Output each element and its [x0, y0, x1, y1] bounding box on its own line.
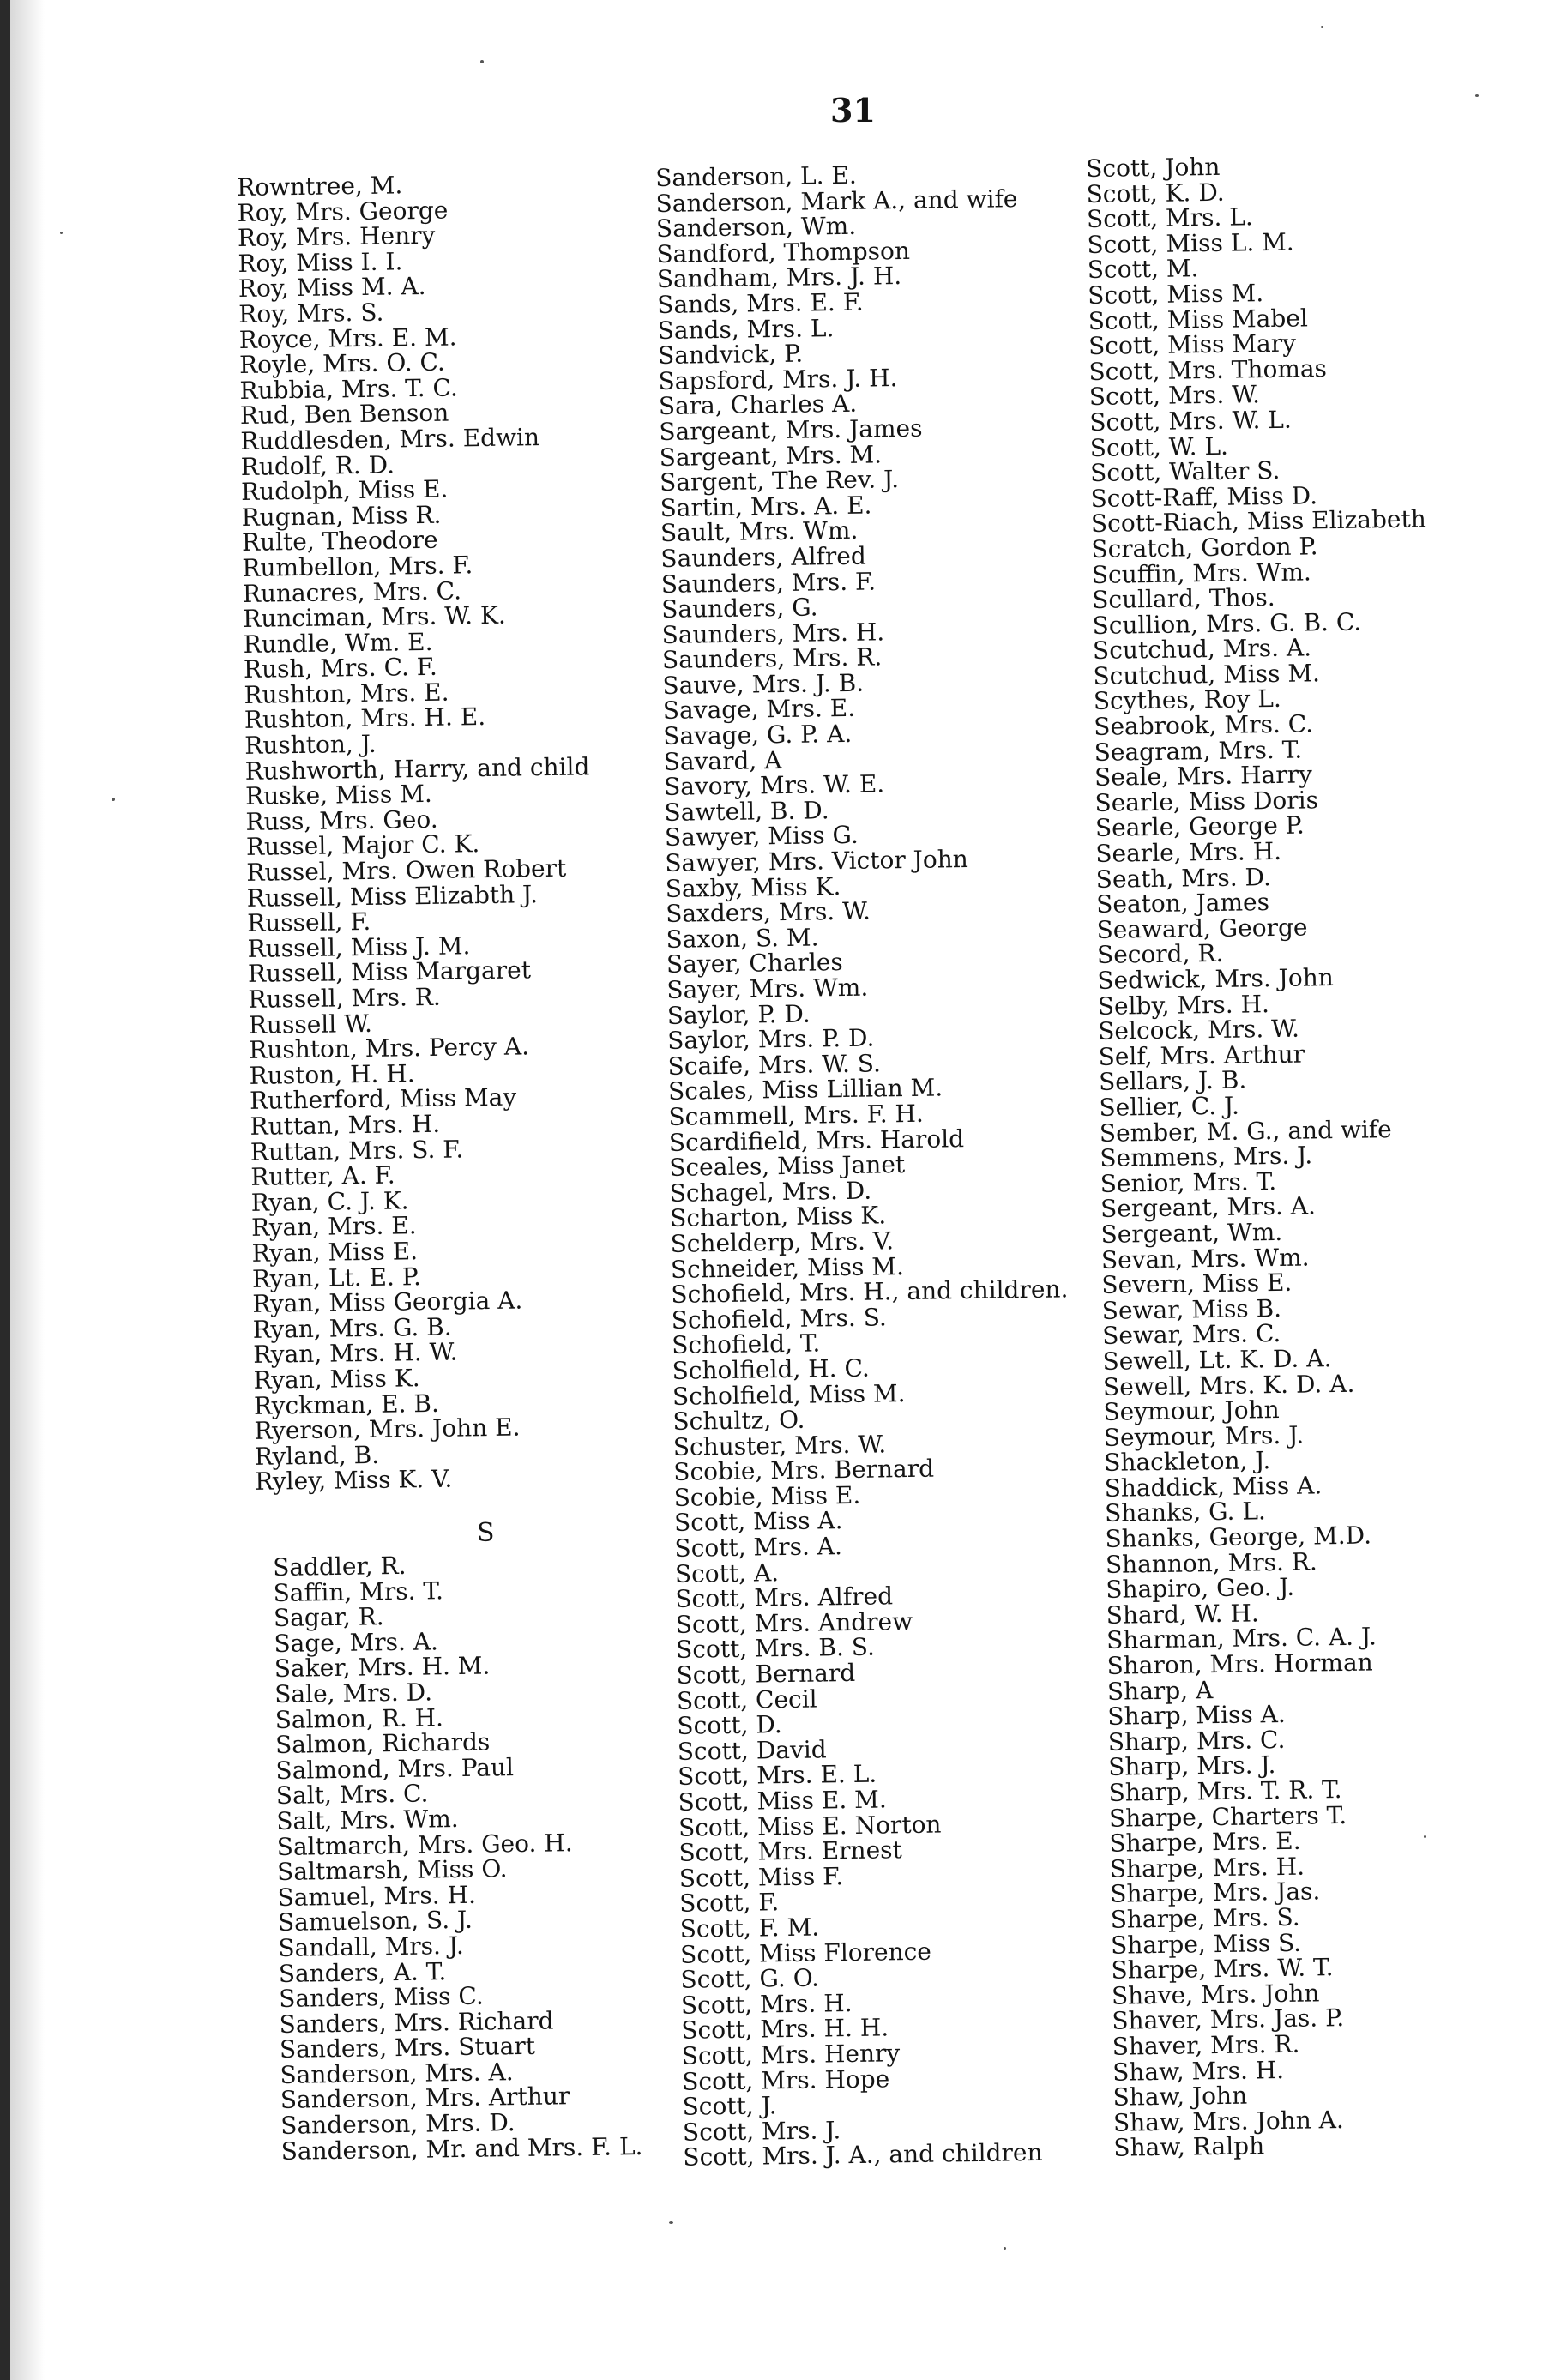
directory-entry: Russell, Miss Margaret [247, 955, 532, 989]
directory-entry: Scott-Raff, Miss D. [1090, 480, 1318, 513]
directory-entry: Sargeant, Mrs. M. [659, 439, 883, 472]
directory-entry: Salmond, Mrs. Paul [275, 1752, 515, 1785]
directory-entry: Salt, Mrs. Wm. [276, 1804, 459, 1835]
directory-entry: Semmens, Mrs. J. [1100, 1141, 1313, 1173]
directory-entry: Sawtell, B. D. [664, 796, 829, 827]
directory-entry: Savage, Mrs. E. [662, 694, 856, 726]
directory-entry: Shanks, George, M.D. [1105, 1521, 1372, 1553]
page-binding-edge [0, 0, 10, 2380]
directory-entry: Ryley, Miss K. V. [255, 1464, 453, 1497]
directory-entry: Scott, Mrs. H. [680, 1988, 853, 2020]
directory-entry: Roy, Mrs. George [237, 196, 449, 227]
directory-entry: Sara, Charles A. [658, 389, 858, 421]
directory-entry: Sharpe, Charters T. [1108, 1800, 1347, 1833]
directory-entry: Sharon, Mrs. Horman [1106, 1648, 1373, 1680]
directory-entry: Scammell, Mrs. F. H. [668, 1099, 925, 1131]
directory-entry: Scott, Mrs. L. [1086, 202, 1253, 234]
directory-entry: Rudolph, Miss E. [240, 474, 449, 507]
directory-entry: Ryerson, Mrs. John E. [254, 1413, 521, 1445]
directory-entry: Sands, Mrs. E. F. [657, 287, 864, 319]
directory-entry: Searle, Mrs. H. [1095, 836, 1282, 868]
directory-entry: Runacres, Mrs. C. [242, 575, 462, 608]
directory-entry: Salmon, R. H. [274, 1702, 444, 1734]
directory-entry: Scott, W. L. [1089, 431, 1229, 462]
scan-speck [112, 798, 115, 801]
directory-entry: Sandham, Mrs. J. H. [656, 262, 902, 294]
directory-entry: Scott, K. D. [1086, 178, 1225, 208]
directory-entry: Saddler, R. [272, 1551, 407, 1582]
directory-entry: Rudolf, R. D. [240, 449, 395, 481]
directory-entry: Schuster, Mrs. W. [672, 1430, 887, 1461]
directory-entry: Saker, Mrs. H. M. [274, 1651, 491, 1684]
directory-entry: Sale, Mrs. D. [274, 1678, 433, 1708]
directory-entry: Scharton, Miss K. [669, 1201, 887, 1233]
directory-entry: Roy, Miss I. I. [238, 247, 403, 278]
directory-entry: Scott, Miss E. Norton [678, 1810, 942, 1842]
directory-entry: Seaward, George [1096, 913, 1308, 944]
directory-entry: Shaw, John [1112, 2081, 1248, 2112]
directory-entry: Saunders, Mrs. H. [661, 618, 885, 649]
directory-entry: Scott, Mrs. Thomas [1088, 353, 1328, 386]
directory-entry: Russel, Mrs. Owen Robert [246, 853, 567, 887]
directory-entry: Scott, F. [679, 1888, 780, 1919]
directory-entry: Scott, David [677, 1735, 827, 1766]
page-number: 31 [830, 91, 876, 130]
directory-entry: Shapiro, Geo. J. [1106, 1573, 1295, 1605]
directory-entry: Sawyer, Mrs. Victor John [665, 845, 969, 877]
directory-entry: Schofield, Mrs. H., and children. [671, 1274, 1069, 1309]
directory-entry: Russell, Miss J. M. [247, 931, 471, 963]
directory-entry: Schneider, Miss M. [670, 1251, 905, 1284]
directory-entry: Schelderp, Mrs. V. [670, 1226, 895, 1258]
directory-entry: Scott, F. M. [679, 1913, 820, 1943]
directory-entry: Sergeant, Mrs. A. [1100, 1191, 1317, 1224]
directory-entry: Sandall, Mrs. J. [278, 1931, 465, 1962]
directory-entry: Ryan, C. J. K. [250, 1186, 409, 1217]
directory-entry: Rulte, Theodore [241, 526, 438, 557]
directory-entry: Ryan, Miss K. [253, 1364, 420, 1395]
directory-entry: Scott, Mrs. Alfred [675, 1582, 894, 1614]
directory-entry: Scott, Miss A. [673, 1506, 843, 1538]
directory-entry: Sapsford, Mrs. J. H. [658, 363, 898, 395]
directory-entry: Scott, M. [1087, 254, 1199, 285]
directory-entry: Scales, Miss Lillian M. [667, 1073, 943, 1106]
directory-entry: Sellars, J. B. [1098, 1065, 1247, 1097]
directory-entry: Scardifield, Mrs. Harold [668, 1124, 965, 1157]
directory-entry: Sharp, A [1106, 1675, 1214, 1706]
directory-entry: Shaddick, Miss A. [1104, 1471, 1323, 1503]
scan-speck [1475, 94, 1479, 97]
directory-entry: Rowntree, M. [236, 171, 403, 202]
directory-entry: Scott, Mrs. E. L. [678, 1759, 877, 1792]
directory-entry: Scott, Miss E. M. [678, 1785, 887, 1817]
directory-entry: Royle, Mrs. O. C. [238, 347, 446, 380]
directory-entry: Saunders, Alfred [660, 541, 867, 573]
directory-entry: Scott, Mrs. J. A., and children [683, 2138, 1043, 2172]
directory-entry: Scott, Miss Mary [1088, 328, 1297, 361]
directory-entry: Samuelson, S. J. [277, 1906, 473, 1937]
directory-entry: Scott, Miss M. [1088, 279, 1264, 310]
directory-entry: Scratch, Gordon P. [1091, 532, 1318, 563]
directory-entry: Shave, Mrs. John [1111, 1979, 1320, 2010]
directory-entry: Rundle, Wm. E. [243, 627, 433, 659]
directory-entry: Shackleton, J. [1104, 1446, 1271, 1478]
name-column-4 [1086, 152, 1449, 2161]
directory-entry: Shaw, Mrs. H. [1112, 2055, 1285, 2087]
directory-entry: Sanders, A. T. [278, 1956, 447, 1988]
directory-entry: Searle, Miss Doris [1094, 786, 1319, 817]
directory-entry: Ryan, Mrs. H. W. [252, 1337, 458, 1370]
directory-entry: Ruttan, Mrs. S. F. [250, 1134, 464, 1166]
directory-entry: Severn, Miss E. [1101, 1268, 1293, 1299]
directory-entry: Seymour, John [1103, 1395, 1280, 1426]
directory-entry: Shaver, Mrs. Jas. P. [1112, 2003, 1345, 2036]
directory-entry: Salt, Mrs. C. [275, 1779, 429, 1811]
directory-entry: Scott, J. [682, 2091, 777, 2121]
directory-entry: Scott, Mrs. A. [674, 1532, 843, 1563]
directory-entry: Sellier, C. J. [1099, 1091, 1240, 1122]
directory-entry: Sayer, Charles [666, 948, 844, 979]
directory-entry: Senior, Mrs. T. [1100, 1166, 1277, 1198]
directory-entry: Ryland, B. [254, 1440, 380, 1471]
directory-entry: Scott, Mrs. W. [1088, 380, 1261, 412]
directory-entry: Roy, Miss M. A. [238, 272, 426, 304]
directory-entry: Sewar, Mrs. C. [1101, 1319, 1281, 1351]
directory-entry: Seath, Mrs. D. [1095, 862, 1272, 894]
directory-entry: Salmon, Richards [274, 1727, 491, 1760]
directory-entry: Scythes, Roy L. [1093, 684, 1281, 716]
directory-entry: Sands, Mrs. L. [657, 313, 835, 345]
directory-entry: Schultz, O. [672, 1405, 805, 1436]
directory-entry: Savard, A [663, 745, 782, 776]
directory-entry: Scutchud, Miss M. [1093, 659, 1321, 690]
directory-entry: Rugnan, Miss R. [241, 500, 442, 532]
directory-entry: Scott, Mrs. W. L. [1089, 405, 1292, 437]
directory-entry: Scott, Miss L. M. [1087, 227, 1294, 259]
directory-entry: Sanderson, Mrs. A. [280, 2058, 514, 2089]
directory-entry: Royce, Mrs. E. M. [238, 322, 457, 354]
directory-entry: Saylor, Mrs. P. D. [667, 1023, 875, 1056]
directory-entry: Saunders, Mrs. R. [661, 642, 883, 675]
directory-entry: Russell, F. [246, 907, 371, 938]
directory-entry: Sartin, Mrs. A. E. [660, 491, 872, 522]
directory-entry: Ryan, Lt. E. P. [251, 1262, 422, 1293]
directory-entry: Sedwick, Mrs. John [1097, 963, 1335, 995]
directory-entry: Sandvick, P. [657, 339, 804, 371]
directory-entry: Saxby, Miss K. [665, 871, 841, 903]
directory-entry: Sayer, Mrs. Wm. [666, 973, 869, 1004]
directory-entry: Sanders, Mrs. Stuart [279, 2032, 536, 2064]
scan-speck [480, 60, 484, 63]
directory-entry: Scott, Miss F. [678, 1861, 844, 1893]
directory-entry: Savory, Mrs. W. E. [663, 769, 885, 802]
directory-entry: Ruske, Miss M. [244, 780, 432, 811]
directory-entry: Saltmarch, Mrs. Geo. H. [276, 1828, 573, 1861]
directory-entry: Sevan, Mrs. Wm. [1100, 1243, 1310, 1274]
directory-entry: Savage, G. P. A. [663, 719, 853, 750]
directory-entry: Rush, Mrs. C. F. [243, 653, 438, 684]
directory-entry: Sanderson, Mrs. D. [280, 2108, 515, 2140]
directory-entry: Sawyer, Miss G. [664, 821, 859, 853]
directory-entry: Saxders, Mrs. W. [665, 896, 871, 929]
directory-entry: Scott-Riach, Miss Elizabeth [1090, 504, 1426, 539]
directory-entry: Saunders, G. [660, 593, 818, 624]
directory-entry: Sage, Mrs. A. [274, 1627, 439, 1658]
directory-entry: Seale, Mrs. Harry [1094, 760, 1313, 792]
directory-entry: Scott, A. [674, 1558, 780, 1588]
directory-entry: Scullard, Thos. [1091, 583, 1275, 615]
scan-speck [60, 232, 63, 234]
scan-speck [669, 2221, 673, 2224]
scan-speck [1321, 26, 1323, 28]
directory-entry: Ryan, Miss E. [251, 1237, 419, 1268]
directory-entry: Rumbellon, Mrs. F. [242, 551, 473, 582]
directory-entry: Sauve, Mrs. J. B. [662, 668, 865, 700]
directory-entry: Saunders, Mrs. F. [660, 566, 877, 599]
directory-entry: Schagel, Mrs. D. [669, 1176, 872, 1208]
directory-entry: Ruddlesden, Mrs. Edwin [240, 423, 540, 455]
directory-entry: Russel, Major C. K. [245, 829, 480, 862]
directory-entry: Schofield, T. [671, 1329, 821, 1360]
directory-entry: Ryan, Miss Georgia A. [252, 1286, 523, 1318]
section-letter-heading: S [477, 1518, 495, 1548]
scan-speck [1424, 1835, 1426, 1838]
directory-entry: Scott, Miss Mabel [1088, 303, 1308, 335]
directory-entry: Saxon, S. M. [666, 923, 819, 954]
directory-entry: Schofield, Mrs. S. [671, 1303, 888, 1335]
directory-entry: Scholfield, H. C. [672, 1353, 871, 1385]
directory-entry: Scobie, Mrs. Bernard [673, 1454, 935, 1487]
directory-entry: Scott, Mrs. J. [682, 2115, 841, 2147]
directory-entry: Sagar, R. [273, 1602, 384, 1633]
directory-entry: Ruttan, Mrs. H. [250, 1109, 441, 1141]
directory-entry: Shaver, Mrs. R. [1112, 2029, 1300, 2061]
directory-entry: Russell, Miss Elizabth J. [246, 879, 539, 913]
directory-entry: Scott, Mrs. Ernest [678, 1835, 902, 1867]
directory-entry: Scott, Mrs. Henry [681, 2039, 901, 2070]
directory-entry: Rushworth, Harry, and child [244, 751, 590, 786]
directory-entry: Ryckman, E. B. [253, 1389, 440, 1420]
directory-entry: Rutherford, Miss May [249, 1082, 517, 1116]
directory-entry: Seymour, Mrs. J. [1103, 1420, 1305, 1452]
directory-entry: Scott, Mrs. H. H. [681, 2013, 889, 2046]
directory-entry: Scott, Miss Florence [679, 1937, 932, 1969]
directory-entry: Sharp, Mrs. J. [1108, 1750, 1276, 1782]
directory-entry: Saltmarsh, Miss O. [276, 1854, 508, 1887]
directory-entry: Shaw, Ralph [1113, 2131, 1265, 2163]
directory-entry: Scott, G. O. [680, 1963, 820, 1994]
directory-entry: Sanderson, Mark A., and wife [655, 184, 1018, 218]
directory-entry: Scott, John [1085, 152, 1221, 183]
directory-entry: Sandford, Thompson [656, 236, 911, 268]
directory-entry: Roy, Mrs. Henry [237, 220, 436, 253]
scan-speck [1004, 2247, 1006, 2250]
directory-entry: Saffin, Mrs. T. [273, 1576, 444, 1607]
name-column-2 [273, 1550, 643, 2164]
directory-entry: Sember, M. G., and wife [1099, 1114, 1392, 1148]
directory-entry: Rushton, Mrs. H. E. [244, 702, 486, 735]
directory-entry: Selby, Mrs. H. [1097, 989, 1270, 1021]
directory-entry: Selcock, Mrs. W. [1098, 1014, 1300, 1046]
directory-entry: Sanderson, Wm. [655, 211, 857, 244]
directory-entry: Rushton, Mrs. Percy A. [249, 1032, 530, 1065]
directory-entry: Sanders, Miss C. [278, 1981, 484, 2014]
directory-entry: Sharpe, Mrs. Jas. [1110, 1877, 1321, 1909]
directory-entry: Seabrook, Mrs. C. [1094, 709, 1314, 741]
directory-entry: Sharp, Miss A. [1107, 1700, 1287, 1732]
directory-entry: Russ, Mrs. Geo. [245, 804, 438, 836]
directory-entry: Russell, Mrs. R. [248, 982, 441, 1014]
directory-entry: Scobie, Miss E. [673, 1480, 861, 1512]
directory-entry: Scott, Walter S. [1089, 456, 1281, 488]
directory-entry: Sharpe, Mrs. W. T. [1111, 1953, 1334, 1985]
directory-entry: Scott, Mrs. Hope [681, 2064, 890, 2096]
directory-entry: Sanderson, Mrs. Arthur [280, 2082, 570, 2115]
directory-entry: Shannon, Mrs. R. [1105, 1547, 1318, 1579]
name-column-1 [236, 170, 600, 1497]
name-column-3 [655, 160, 1081, 2171]
directory-entry: Seaton, James [1095, 888, 1270, 919]
directory-entry: Russell W. [248, 1009, 373, 1039]
directory-entry: Sharpe, Miss S. [1110, 1928, 1302, 1960]
directory-entry: Sharpe, Mrs. S. [1110, 1902, 1300, 1934]
directory-entry: Shaw, Mrs. John A. [1112, 2105, 1344, 2137]
directory-entry: Saylor, P. D. [666, 999, 811, 1030]
directory-entry: Sharman, Mrs. C. A. J. [1106, 1622, 1377, 1655]
directory-entry: Rushton, Mrs. E. [244, 678, 449, 709]
directory-entry: Scott, Mrs. B. S. [675, 1633, 876, 1665]
directory-entry: Rubbia, Mrs. T. C. [239, 373, 459, 405]
binding-shadow [10, 0, 45, 2380]
directory-entry: Scutchud, Mrs. A. [1092, 633, 1312, 666]
directory-entry: Rud, Ben Benson [239, 398, 449, 431]
directory-entry: Scott, Cecil [676, 1684, 817, 1715]
directory-entry: Scott, D. [677, 1710, 783, 1741]
directory-entry: Sharp, Mrs. T. R. T. [1108, 1775, 1342, 1807]
directory-entry: Roy, Mrs. S. [238, 298, 384, 328]
directory-entry: Sault, Mrs. Wm. [660, 516, 859, 548]
directory-entry: Scott, Bernard [676, 1658, 856, 1690]
directory-entry: Sargent, The Rev. J. [659, 465, 900, 497]
directory-entry: Scuffin, Mrs. Wm. [1091, 557, 1312, 589]
directory-entry: Sceales, Miss Janet [669, 1150, 906, 1183]
directory-entry: Secord, R. [1096, 939, 1224, 970]
directory-entry: Scholfield, Miss M. [672, 1378, 906, 1411]
directory-entry: Sharpe, Mrs. H. [1109, 1852, 1305, 1883]
directory-entry: Ryan, Mrs. E. [250, 1211, 417, 1243]
directory-entry: Ruston, H. H. [249, 1058, 415, 1090]
directory-entry: Sewell, Lt. K. D. A. [1102, 1344, 1332, 1376]
directory-entry: Rushton, J. [244, 729, 377, 760]
directory-entry: Sharpe, Mrs. E. [1109, 1826, 1301, 1858]
directory-entry: Seagram, Mrs. T. [1094, 735, 1303, 767]
directory-entry: Sanderson, L. E. [654, 160, 858, 192]
directory-entry: Sewar, Miss B. [1101, 1293, 1282, 1325]
directory-entry: Self, Mrs. Arthur [1098, 1039, 1305, 1071]
directory-entry: Sanderson, Mr. and Mrs. F. L. [280, 2131, 643, 2166]
directory-entry: Shard, W. H. [1106, 1599, 1259, 1630]
directory-entry: Scaife, Mrs. W. S. [667, 1049, 882, 1081]
directory-entry: Scott, Mrs. Andrew [675, 1606, 913, 1639]
directory-entry: Sharp, Mrs. C. [1107, 1725, 1286, 1756]
directory-entry: Searle, George P. [1094, 810, 1305, 843]
directory-entry: Samuel, Mrs. H. [277, 1880, 477, 1912]
directory-entry: Sargeant, Mrs. James [659, 413, 923, 446]
directory-entry: Shanks, G. L. [1104, 1497, 1267, 1528]
directory-entry: Runciman, Mrs. W. K. [242, 600, 507, 634]
directory-entry: Ryan, Mrs. G. B. [252, 1312, 452, 1344]
directory-entry: Sewell, Mrs. K. D. A. [1102, 1369, 1355, 1401]
directory-entry: Scullion, Mrs. G. B. C. [1092, 607, 1362, 640]
directory-entry: Sergeant, Wm. [1100, 1217, 1283, 1249]
directory-entry: Sanders, Mrs. Richard [279, 2006, 554, 2039]
directory-entry: Rutter, A. F. [250, 1160, 395, 1192]
